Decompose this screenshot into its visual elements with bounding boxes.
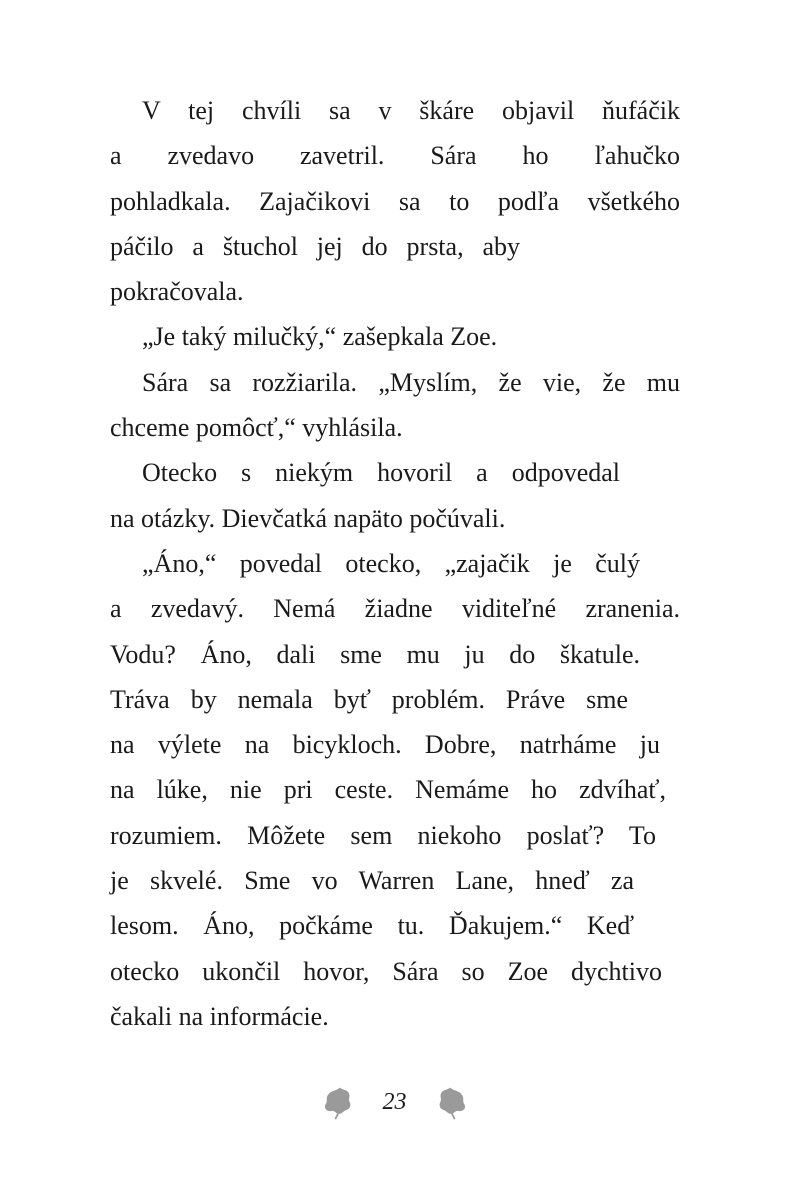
- text-line: Vodu? Áno, dali sme mu ju do škatule.: [110, 639, 640, 669]
- text-line: rozumiem. Môžete sem niekoho poslať? To: [110, 820, 656, 850]
- leaf-icon: [320, 1084, 356, 1120]
- text-line: na lúke, nie pri ceste. Nemáme ho zdvíhať,: [110, 775, 666, 805]
- text-line: čakali na informácie.: [110, 1001, 329, 1031]
- text-line: je skvelé. Sme vo Warren Lane, hneď za: [110, 866, 634, 896]
- body-text: [110, 88, 680, 1039]
- page-number: 23: [382, 1088, 407, 1115]
- text-line: na otázky. Dievčatká napäto počúvali.: [110, 503, 506, 533]
- text-line: Sára sa rozžiarila. „Myslím, že vie, že mu: [142, 367, 680, 397]
- text-line: pohladkala. Zajačikovi sa to podľa všetkého: [110, 186, 680, 216]
- text-line: Tráva by nemala byť problém. Práve sme: [110, 684, 628, 714]
- text-line: pokračovala.: [110, 277, 244, 307]
- text-line: chceme pomôcť,“ vyhlásila.: [110, 413, 403, 443]
- text-line: Otecko s niekým hovoril a odpovedal: [142, 458, 620, 488]
- text-line: „Áno,“ povedal otecko, „zajačik je čulý: [142, 548, 640, 578]
- text-line: lesom. Áno, počkáme tu. Ďakujem.“ Keď: [110, 911, 634, 941]
- text-line: otecko ukončil hovor, Sára so Zoe dychtivo: [110, 956, 662, 986]
- text-line: na výlete na bicykloch. Dobre, natrháme ju: [110, 730, 660, 760]
- page-footer: [0, 1082, 789, 1122]
- text-line: a zvedavý. Nemá žiadne viditeľné zranenia.: [110, 594, 680, 624]
- text-line: V tej chvíli sa v škáre objavil ňufáčik: [142, 96, 680, 125]
- text-line: a zvedavo zavetril. Sára ho ľahučko: [110, 141, 680, 171]
- text-line: páčilo a štuchol jej do prsta, aby: [110, 231, 520, 261]
- text-line: „Je taký milučký,“ zašepkala Zoe.: [142, 322, 498, 352]
- leaf-icon: [434, 1084, 470, 1120]
